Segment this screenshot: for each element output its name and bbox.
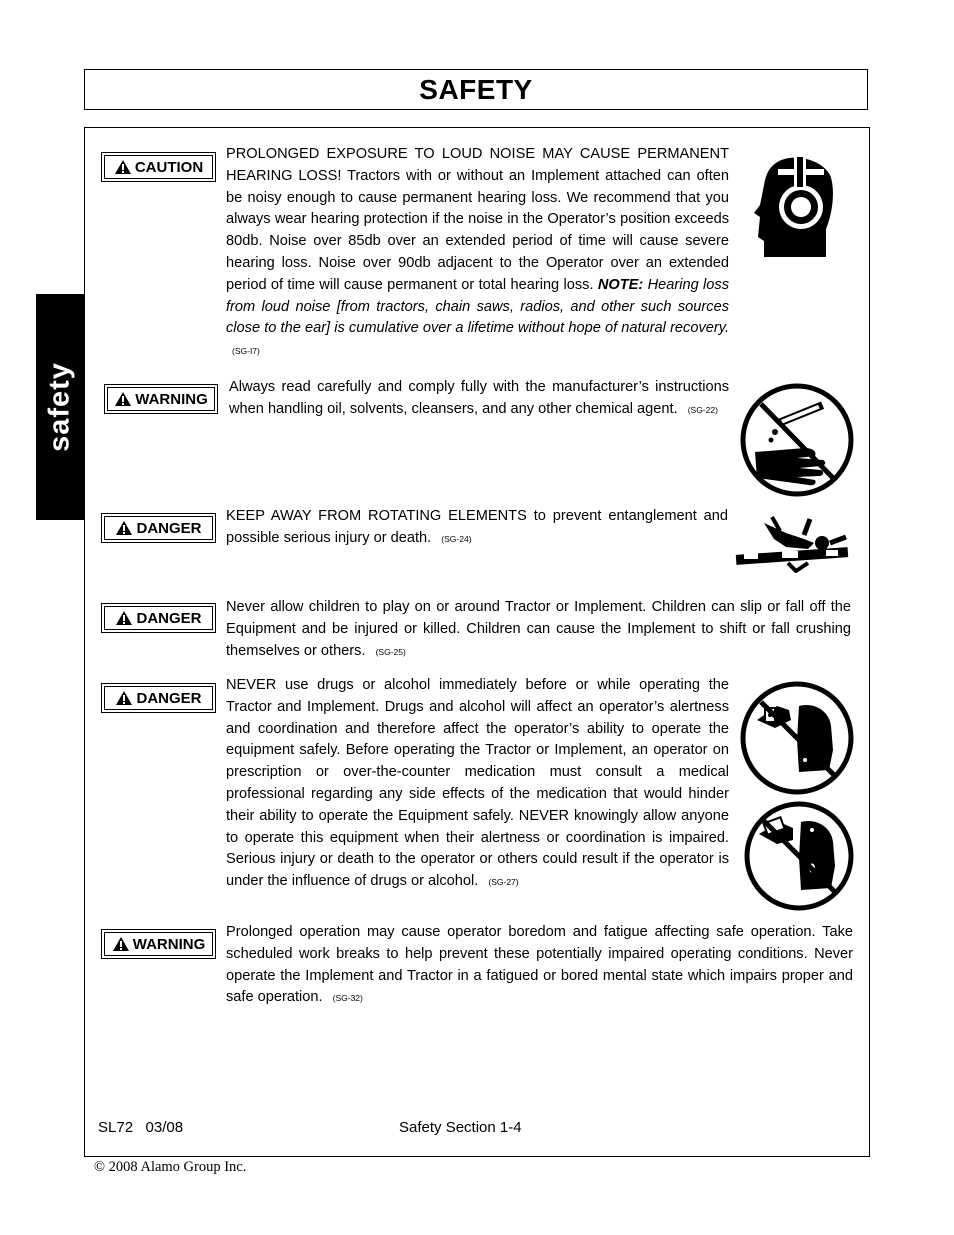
danger-children-body: Never allow children to play on or around Tractor or Implement. Children can slip or fall off the Equipment and be injured or killed. Children can cause the Implement to shift or fall crushing themselves or others. — [226, 599, 851, 659]
danger-label-children — [101, 603, 216, 633]
danger-label-drugs — [101, 683, 216, 713]
caution-label — [101, 152, 216, 182]
hearing-protection-icon — [754, 155, 834, 259]
danger-drugs-body: NEVER use drugs or alcohol immediately before or while operating the Tractor and Implement. Drugs and alcohol will affect an operator’s alertness and coordination and therefore affect the operator’s ability to operate the equipment safely. Before operating the Tractor or Implement, an operator on prescription or over-the-counter medication must consult a medical professional regarding any side effects of the medication that would hinder their ability to operate the Equipment safely. NEVER knowingly allow anyone to operate this equipment when their alertness or coordination is impaired. Serious injury or death to the operator or others could result if the operator is under the influence of drugs or alcohol. — [226, 677, 729, 890]
footer-section: Safety Section 1-4 — [399, 1119, 522, 1136]
page-title: SAFETY — [84, 69, 868, 110]
warning-chemical-body: Always read carefully and comply fully with the manufacturer’s instructions when handling oil, solvents, cleansers, and any other chemical agent. — [229, 379, 729, 417]
caution-label-text: CAUTION — [134, 158, 204, 176]
side-tab — [36, 294, 84, 520]
danger-drugs-text — [226, 675, 729, 894]
code-sg-32: (SG-32) — [332, 993, 363, 1004]
danger-rotating-body: KEEP AWAY FROM ROTATING ELEMENTS to prevent entanglement and possible serious injury or death. — [226, 508, 728, 546]
warning-fatigue-text — [226, 922, 853, 1010]
caution-text — [226, 144, 729, 363]
danger-label-text: DANGER — [136, 689, 202, 707]
no-alcohol-icon — [743, 800, 855, 912]
alert-triangle-icon — [115, 520, 133, 536]
code-sg-22: (SG-22) — [687, 404, 718, 415]
warning-fatigue-body: Prolonged operation may cause operator boredom and fatigue affecting safe operation. Take scheduled work breaks to help prevent these potentially impaired operating conditions. Never operate the Implement and Tractor in a fatigued or bored mental state which impairs proper and safe operation. — [226, 924, 853, 1006]
copyright: © 2008 Alamo Group Inc. — [94, 1159, 247, 1175]
alert-triangle-icon — [115, 690, 133, 706]
code-sg-25: (SG-25) — [375, 646, 406, 657]
no-chemical-contact-icon — [739, 382, 855, 498]
warning-label — [104, 384, 218, 414]
alert-triangle-icon — [112, 936, 130, 952]
warning-label-fatigue — [101, 929, 216, 959]
code-sg-24: (SG-24) — [441, 533, 472, 544]
alert-triangle-icon — [115, 610, 133, 626]
warning-chemical-text — [229, 377, 729, 422]
side-tab-label: safety — [43, 362, 76, 452]
danger-label-text: DANGER — [136, 609, 202, 627]
warning-label-text: WARNING — [135, 390, 208, 408]
alert-triangle-icon — [114, 159, 132, 175]
code-sg-17: (SG-I7) — [232, 346, 260, 357]
note-text: Hearing loss from loud noise [from tractors, chain saws, radios, and other such sources close to the ear] is cumulative over a lifetime without hope of natural recovery. — [226, 276, 729, 337]
code-sg-27: (SG-27) — [488, 877, 519, 888]
alert-triangle-icon — [114, 391, 132, 407]
caution-body: PROLONGED EXPOSURE TO LOUD NOISE MAY CAUSE PERMANENT HEARING LOSS! Tractors with or without an Implement attached can often be noisy enough to cause permanent hearing loss. We recommend that you always wear hearing protection if the noise in the Operator’s position exceeds 80db. Noise over 85db over an extended period of time will cause severe hearing loss. Noise over 90db adjacent to the Operator over an extended period of time will cause permanent or total hearing loss. — [226, 146, 729, 293]
rotating-entanglement-icon — [734, 513, 852, 573]
note-label: NOTE: — [597, 276, 644, 293]
danger-rotating-text — [226, 506, 728, 551]
danger-label-rotating — [101, 513, 216, 543]
danger-children-text — [226, 597, 851, 663]
no-drugs-icon — [739, 680, 855, 796]
danger-label-text: DANGER — [136, 519, 202, 537]
warning-label-text: WARNING — [132, 935, 206, 953]
footer-model: SL72 03/08 — [98, 1119, 184, 1136]
